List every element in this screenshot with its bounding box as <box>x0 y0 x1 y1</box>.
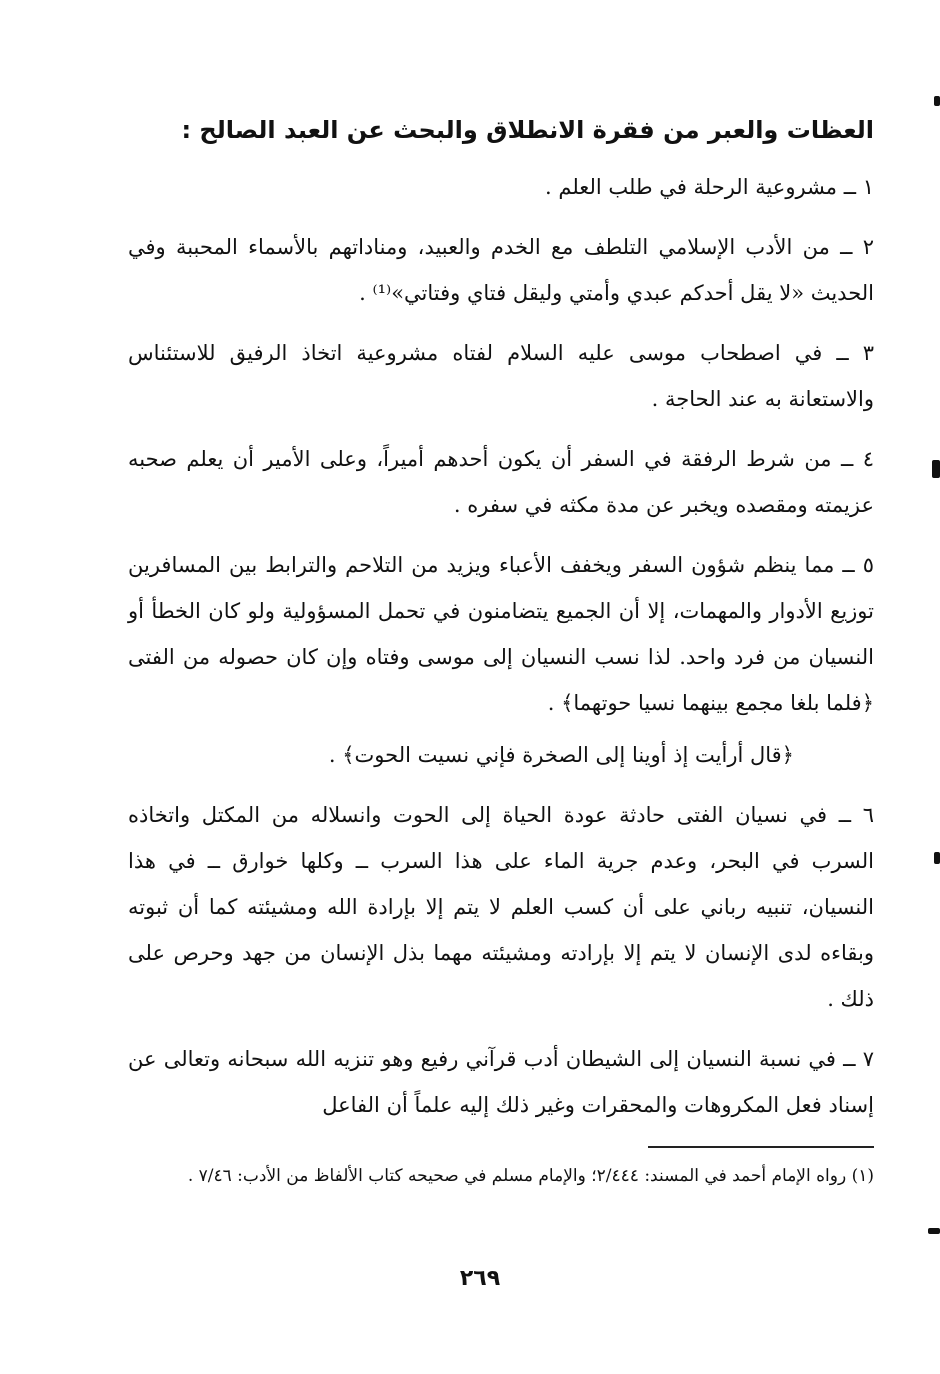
list-item: ٧ ــ في نسبة النسيان إلى الشيطان أدب قرآني رفيع وهو تنزيه الله سبحانه وتعالى عن إسناد فعل المكروهات والمحقرات وغير ذلك إليه علماً أن الفاعل <box>128 1047 874 1117</box>
list-item: ٦ ــ في نسيان الفتى حادثة عودة الحياة إلى الحوت وانسلاله من المكتل واتخاذه السرب في البحر، وعدم جرية الماء على هذا السرب ــ وكلها خوارق ــ في هذا النسيان، تنبيه رباني على أن كسب العلم لا يتم إلا بإرادة الله ومشيئته كما أن ثبوته وبقاءه لدى الإنسان لا يتم إلا بإرادته ومشيئته مهما بذل الإنسان من جهد وحرص على ذلك . <box>128 803 874 1011</box>
scan-mark <box>934 852 940 864</box>
list-item: ٤ ــ من شرط الرفقة في السفر أن يكون أحدهم أميراً، وعلى الأمير أن يعلم صحبه عزيمته ومقصده ويخبر عن مدة مكثه في سفره . <box>128 447 874 517</box>
main-text <box>128 108 874 1142</box>
scan-mark <box>934 96 940 106</box>
quran-quote: ﴿قال أرأيت إذ أوينا إلى الصخرة فإني نسيت الحوت﴾ . <box>328 743 794 767</box>
footnote-divider <box>648 1146 874 1148</box>
list-item: ٥ ــ مما ينظم شؤون السفر ويخفف الأعباء ويزيد من التلاحم والترابط بين المسافرين توزيع الأدوار والمهمات، إلا أن الجميع يتضامنون في تحمل المسؤولية ولو كان الخطأ أو النسيان من فرد واحد. لذا نسب النسيان إلى موسى وفتاه وإن كان حصوله من الفتى ﴿فلما بلغا مجمع بينهما نسيا حوتهما﴾ . <box>128 553 874 715</box>
footnote: (١) رواه الإمام أحمد في المسند: ٢/٤٤٤؛ والإمام مسلم في صحيحه كتاب الألفاظ من الأدب: ٧/٤٦ . <box>187 1166 874 1186</box>
scan-mark <box>928 1228 940 1234</box>
list-item: ٢ ــ من الأدب الإسلامي التلطف مع الخدم والعبيد، ومناداتهم بالأسماء المحببة وفي الحديث «لا يقل أحدكم عبدي وأمتي وليقل فتاي وفتاتي»⁽¹⁾ . <box>128 235 874 305</box>
scan-mark <box>932 460 940 478</box>
list-item: ٣ ــ في اصطحاب موسى عليه السلام لفتاه مشروعية اتخاذ الرفيق للاستئناس والاستعانة به عند الحاجة . <box>128 341 874 411</box>
page-number: ٢٦٩ <box>459 1266 501 1291</box>
list-item: ١ ــ مشروعية الرحلة في طلب العلم . <box>545 175 874 199</box>
section-heading: العظات والعبر من فقرة الانطلاق والبحث عن العبد الصالح : <box>181 116 874 144</box>
